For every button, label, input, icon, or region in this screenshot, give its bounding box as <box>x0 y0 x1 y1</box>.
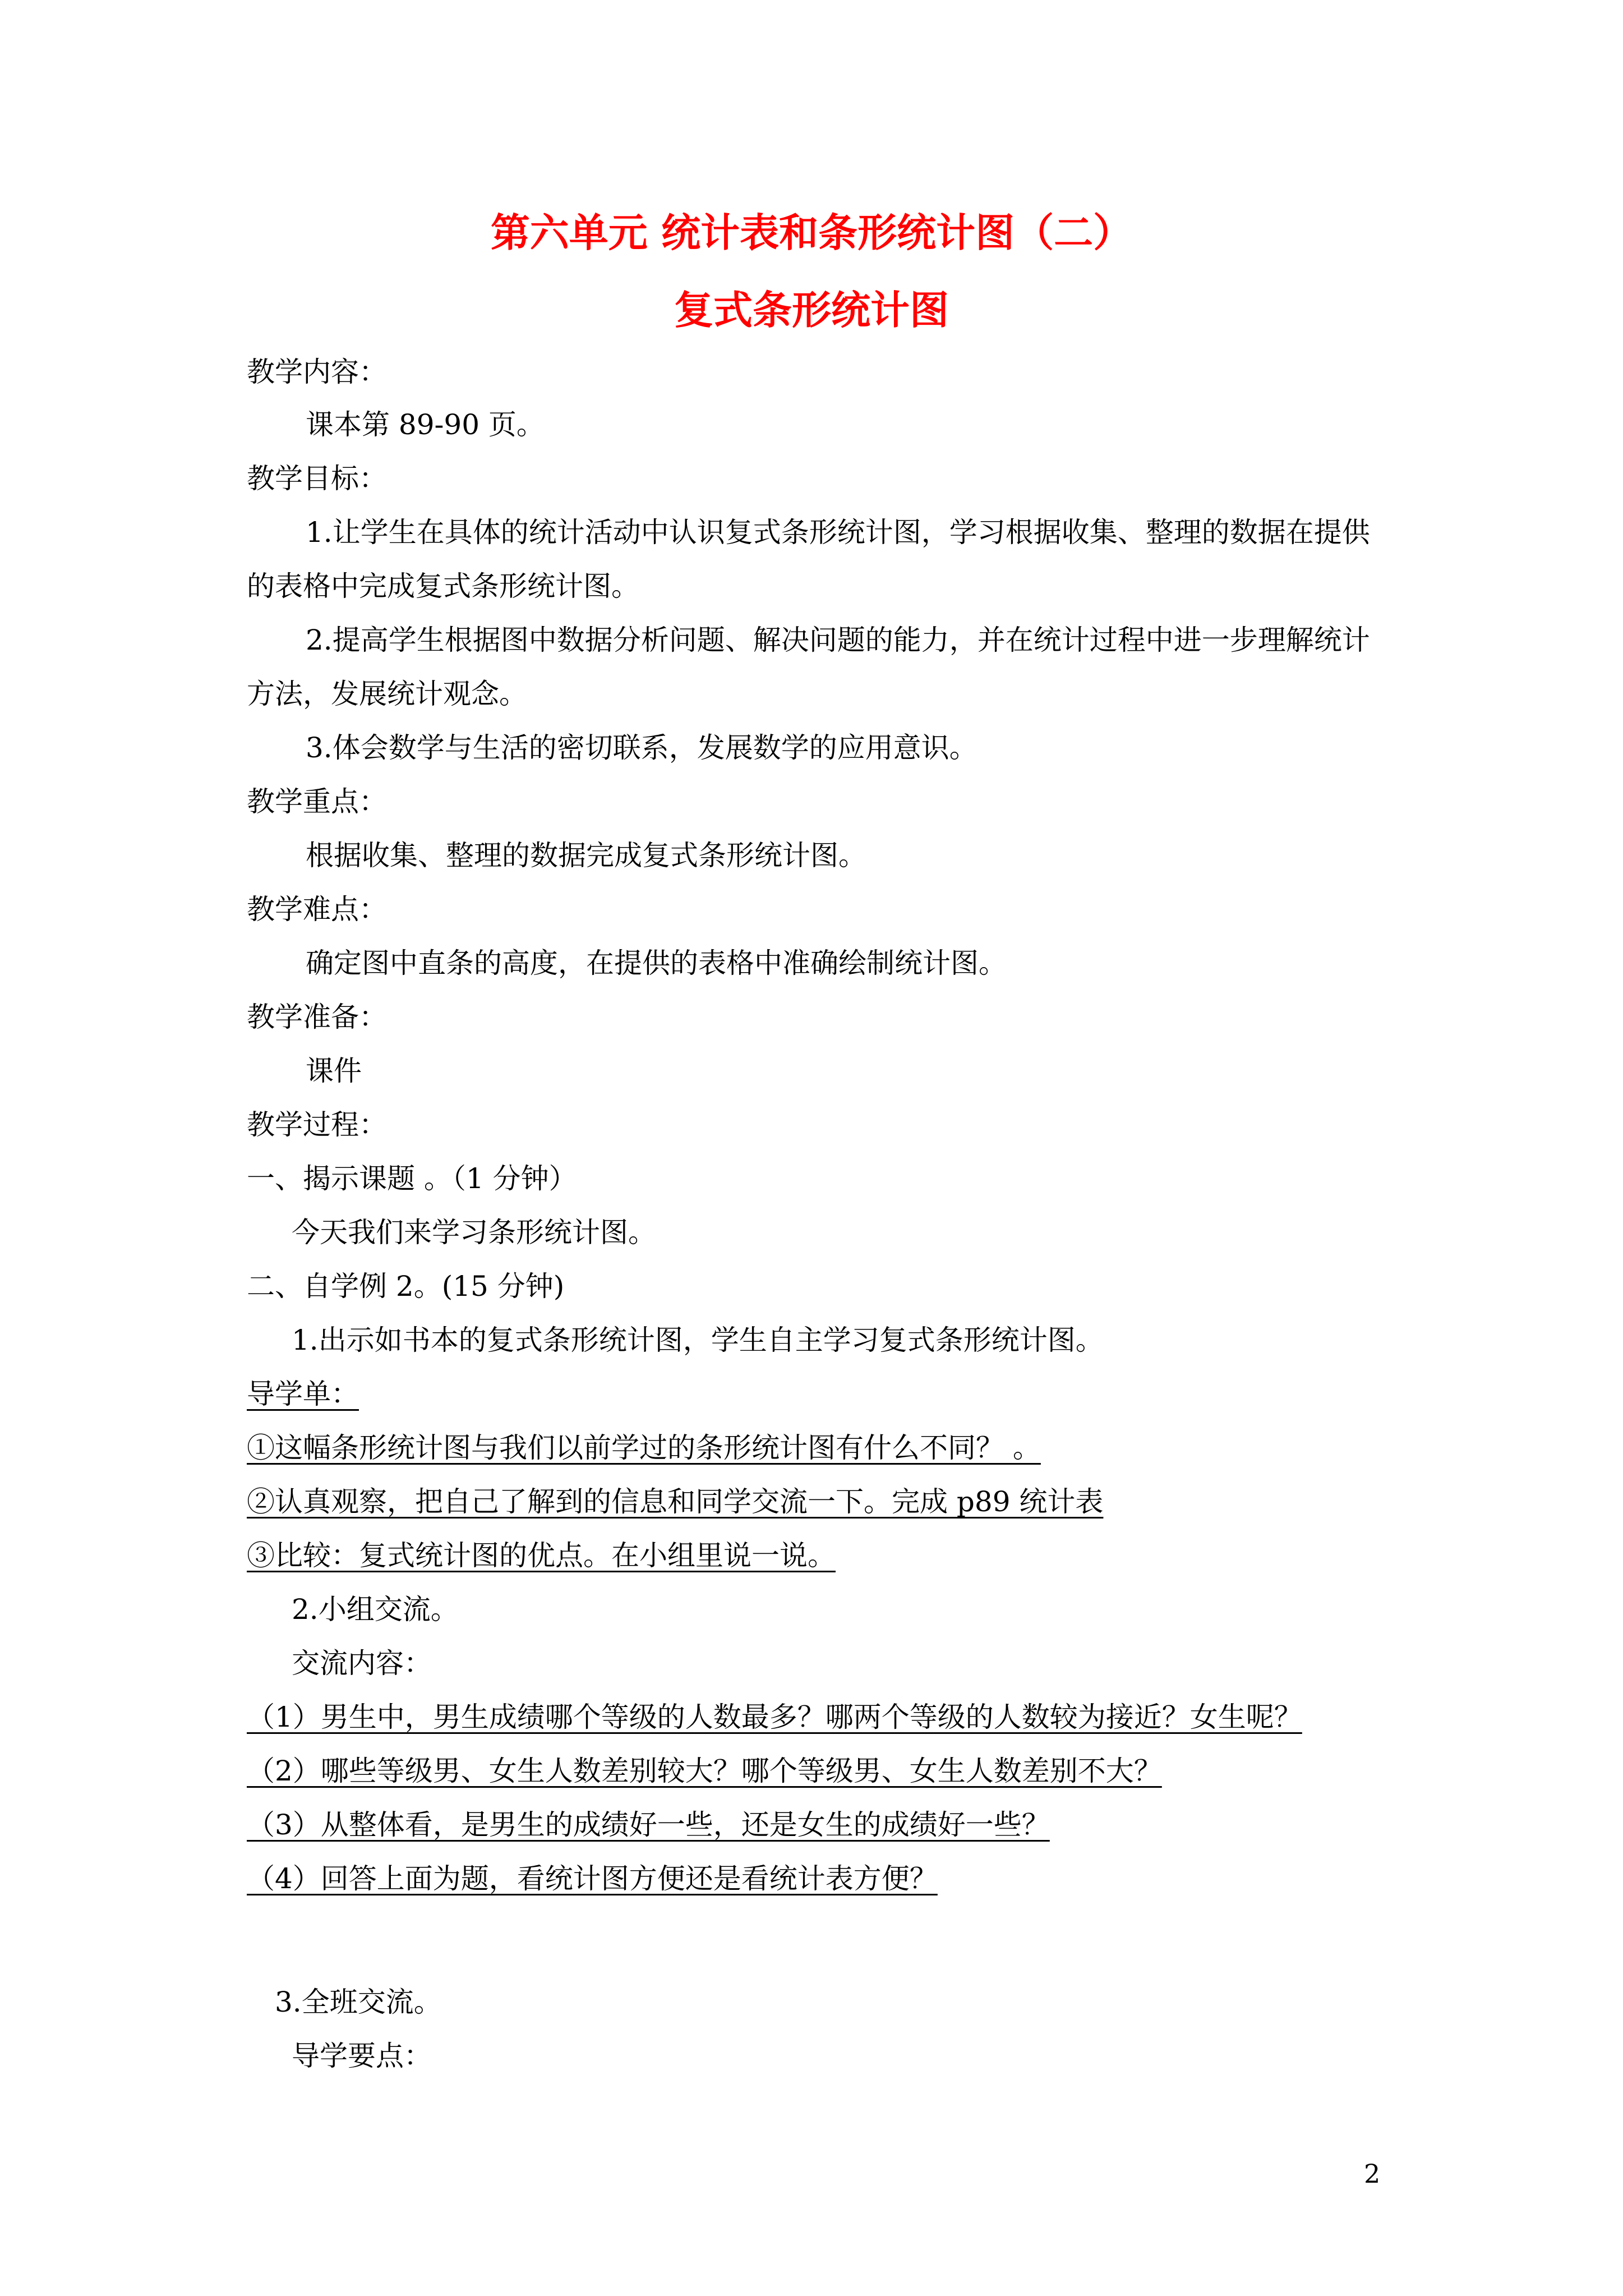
goal-1-line-1: 1.让学生在具体的统计活动中认识复式条形统计图，学习根据收集、整理的数据在提供 <box>306 516 1370 549</box>
unit-title: 第六单元 统计表和条形统计图（二） <box>490 209 1133 256</box>
difficulties-text: 确定图中直条的高度，在提供的表格中准确绘制统计图。 <box>306 947 1007 979</box>
difficulties-heading: 教学难点： <box>247 893 387 926</box>
teaching-content-heading: 教学内容： <box>247 356 387 388</box>
process-heading: 教学过程： <box>247 1108 387 1141</box>
goal-2-line-1: 2.提高学生根据图中数据分析问题、解决问题的能力，并在统计过程中进一步理解统计 <box>306 624 1370 656</box>
teaching-content-text: 课本第 89-90 页。 <box>306 408 545 441</box>
question-3: （3）从整体看，是男生的成绩好一些，还是女生的成绩好一些？ <box>247 1809 1050 1841</box>
question-1: （1）男生中，男生成绩哪个等级的人数最多？哪两个等级的人数较为接近？女生呢？ <box>247 1701 1302 1733</box>
goal-1-line-2: 的表格中完成复式条形统计图。 <box>247 570 639 602</box>
key-points-text: 根据收集、整理的数据完成复式条形统计图。 <box>306 839 866 872</box>
step-1-heading: 一、揭示课题 。（1 分钟） <box>247 1162 577 1195</box>
key-points-heading: 教学重点： <box>247 785 387 818</box>
question-4: （4）回答上面为题，看统计图方便还是看统计表方便？ <box>247 1862 938 1895</box>
goal-3: 3.体会数学与生活的密切联系，发展数学的应用意识。 <box>306 731 978 764</box>
guide-item-3: ③比较：复式统计图的优点。在小组里说一说。 <box>247 1539 836 1572</box>
question-2: （2）哪些等级男、女生人数差别较大？哪个等级男、女生人数差别不大？ <box>247 1755 1162 1787</box>
goal-2-line-2: 方法，发展统计观念。 <box>247 678 527 710</box>
guide-sheet-heading: 导学单： <box>247 1378 359 1410</box>
step-1-text: 今天我们来学习条形统计图。 <box>292 1216 656 1249</box>
guide-key-points-heading: 导学要点： <box>292 2040 432 2072</box>
teaching-goals-heading: 教学目标： <box>247 462 387 495</box>
preparation-text: 课件 <box>306 1055 362 1087</box>
page-number: 2 <box>1364 2159 1381 2189</box>
step-2-item-1: 1.出示如书本的复式条形统计图，学生自主学习复式条形统计图。 <box>292 1324 1104 1356</box>
exchange-content-heading: 交流内容： <box>292 1647 432 1680</box>
step-2-heading: 二、自学例 2。(15 分钟) <box>247 1270 565 1303</box>
guide-item-2: ②认真观察，把自己了解到的信息和同学交流一下。完成 p89 统计表 <box>247 1485 1104 1518</box>
step-2-item-3: 3.全班交流。 <box>275 1986 442 2018</box>
preparation-heading: 教学准备： <box>247 1001 387 1033</box>
step-2-item-2: 2.小组交流。 <box>292 1593 459 1626</box>
lesson-title: 复式条形统计图 <box>674 287 949 333</box>
guide-item-1: ①这幅条形统计图与我们以前学过的条形统计图有什么不同？ 。 <box>247 1432 1041 1464</box>
